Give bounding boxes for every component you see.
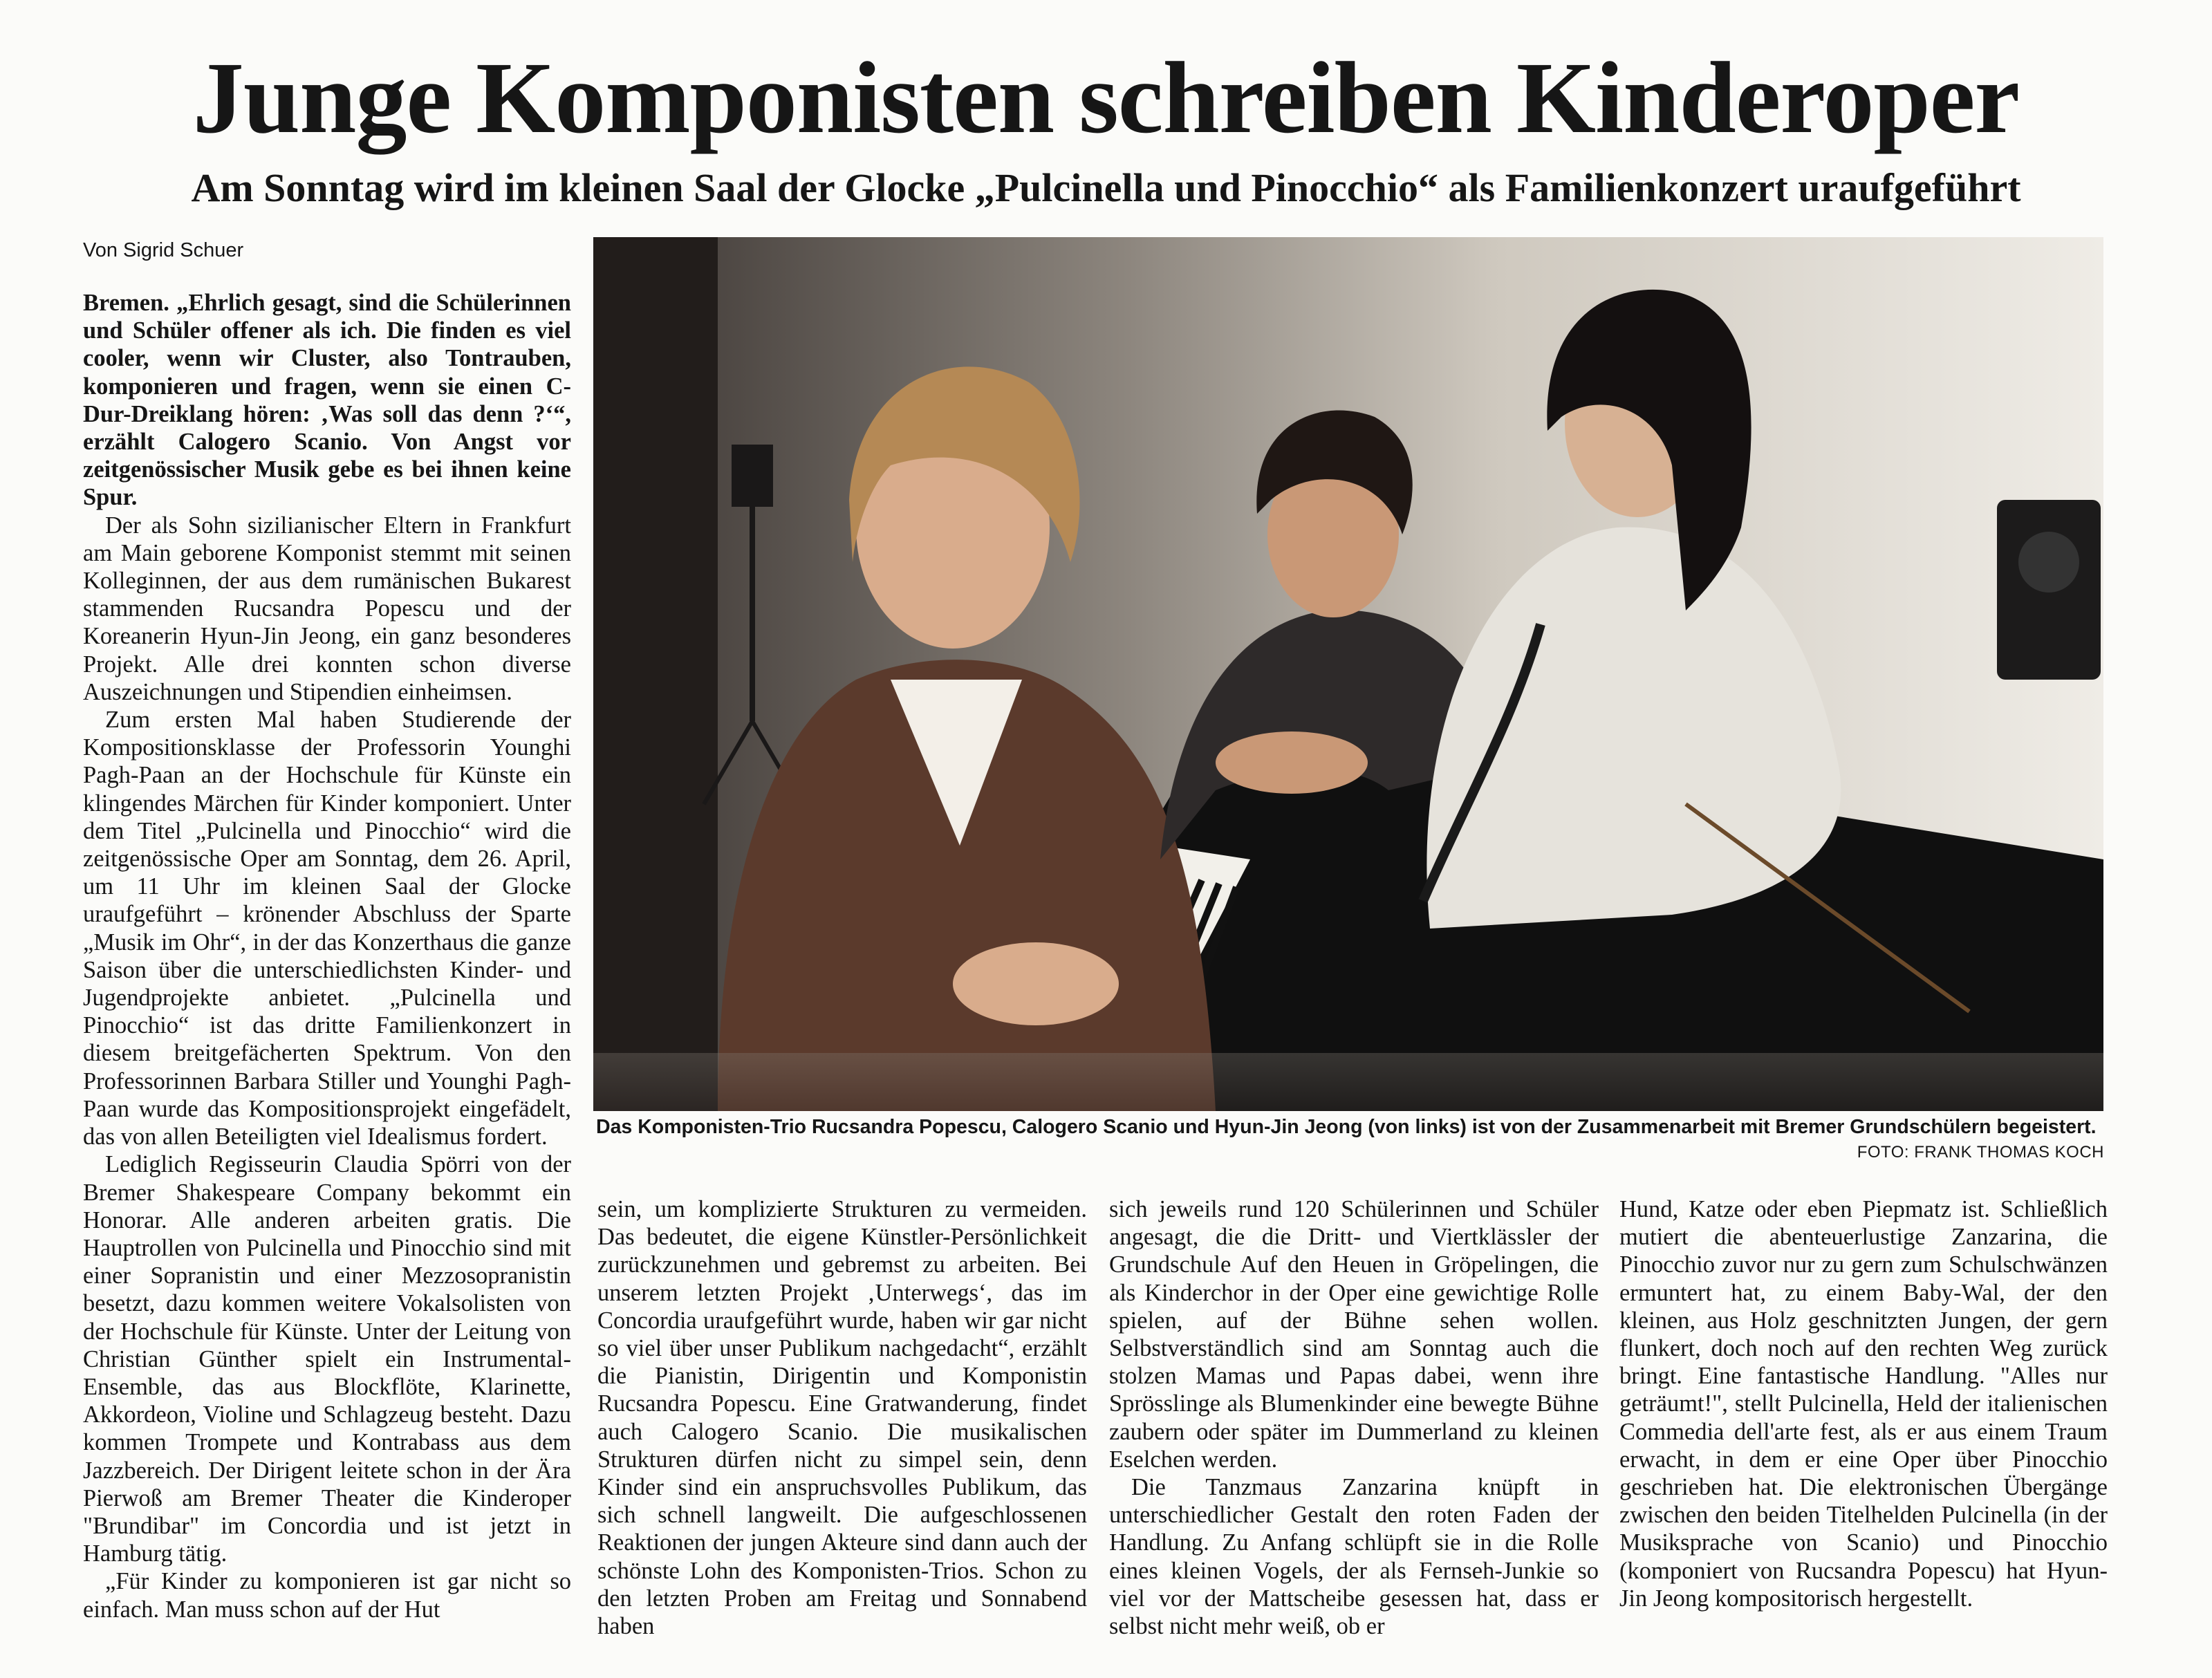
byline: Von Sigrid Schuer	[83, 239, 244, 261]
paragraph: Hund, Katze oder eben Piepmatz ist. Schließlich mutiert die abenteuerlustige Zanzarina, die Pinocchio zuvor nur zu gern zum Schulschwänzen ermuntert hat, zu einem Baby-Wal, der den kleinen, aus Holz geschnitzten Jungen, der gern flunkert, doch noch auf den rechten Weg zurück bringt. Eine fantastische Handlung. "Alles nur geträumt!", stellt Pulcinella, Held der italienischen Commedia dell'arte fest, als er aus einem Traum erwacht, in dem er eine Oper über Pinocchio geschrieben hat. Die elektronischen Übergänge zwischen den beiden Titelhelden Pulcinella (in der Musiksprache von Scanio) und Pinocchio (komponiert von Rucsandra Popescu) hat Hyun-Jin Jeong kompositorisch hergestellt.	[1619, 1196, 2108, 1612]
paragraph: Zum ersten Mal haben Studierende der Kompositionsklasse der Professorin Younghi Pagh-Paan an der Hochschule für Künste ein klingendes Märchen für Kinder komponiert. Unter dem Titel „Pulcinella und Pinocchio“ wird die zeitgenössische Oper am Sonntag, dem 26. April, um 11 Uhr im kleinen Saal der Glocke uraufgeführt – krönender Abschluss der Sparte „Musik im Ohr“, in der das Konzerthaus die ganze Saison über die unterschiedlichsten Kinder- und Jugendprojekte anbietet. „Pulcinella und Pinocchio“ ist das dritte Familienkonzert in diesem breitgefächerten Spektrum. Von den Professorinnen Barbara Stiller und Younghi Pagh-Paan wurde das Kompositionsprojekt eingefädelt, das von allen Beteiligten viel Idealismus fordert.	[83, 707, 571, 1150]
photo-credit: FOTO: FRANK THOMAS KOCH	[1857, 1143, 2104, 1162]
subheadline: Am Sonntag wird im kleinen Saal der Glocke „Pulcinella und Pinocchio“ als Familienkonzert uraufgeführt	[191, 165, 2021, 210]
paragraph: „Für Kinder zu komponieren ist gar nicht so einfach. Man muss schon auf der Hut	[83, 1568, 571, 1623]
composer-trio-photo	[593, 237, 2103, 1111]
paragraph: sein, um komplizierte Strukturen zu vermeiden. Das bedeutet, die eigene Künstler-Persönlichkeit zurückzunehmen und gebremst zu arbeiten. Bei unserem letzten Projekt ‚Unterwegs‘, das im Concordia uraufgeführt wurde, haben wir gar nicht so viel über unser Publikum nachgedacht“, erzählt die Pianistin, Dirigentin und Komponistin Rucsandra Popescu. Eine Gratwanderung, findet auch Calogero Scanio. Die musikalischen Strukturen dürfen nicht zu simpel sein, denn Kinder sind ein anspruchsvolles Publikum, das sich schnell langweilt. Die aufgeschlossenen Reaktionen der jungen Akteure sind dann auch der schönste Lohn des Komponisten-Trios. Schon zu den letzten Proben am Freitag und Sonnabend haben	[597, 1196, 1087, 1640]
article-column-2	[597, 1195, 1087, 1640]
photo-caption: Das Komponisten-Trio Rucsandra Popescu, Calogero Scanio und Hyun-Jin Jeong (von links) ist von der Zusammenarbeit mit Bremer Grundschülern begeistert.	[596, 1116, 2097, 1138]
lead-paragraph: Bremen. „Ehrlich gesagt, sind die Schülerinnen und Schüler offener als ich. Die finden es viel cooler, wenn wir Cluster, also Tontrauben, komponieren und fragen, wenn sie einen C-Dur-Dreiklang hören: ‚Was soll das denn ?‘“, erzählt Calogero Scanio. Von Angst vor zeitgenössischer Musik gebe es bei ihnen keine Spur.	[83, 290, 571, 511]
headline: Junge Komponisten schreiben Kinderoper	[192, 41, 2020, 155]
curtain	[593, 237, 718, 1111]
speaker-cone-icon	[2018, 532, 2079, 593]
paragraph: Der als Sohn sizilianischer Eltern in Frankfurt am Main geborene Komponist stemmt mit seinen Kolleginnen, der aus dem rumänischen Bukarest stammenden Rucsandra Popescu und der Koreanerin Hyun-Jin Jeong, ein ganz besonderes Projekt. Alle drei konnten schon diverse Auszeichnungen und Stipendien einheimsen.	[83, 512, 571, 705]
paragraph: Lediglich Regisseurin Claudia Spörri von der Bremer Shakespeare Company bekommt ein Honorar. Alle anderen arbeiten gratis. Die Hauptrollen von Pulcinella und Pinocchio sind mit einer Sopranistin und einer Mezzosopranistin besetzt, dazu kommen weitere Vokalsolisten von der Hochschule für Künste. Unter der Leitung von Christian Günther spielt ein Instrumental-Ensemble, das aus Blockflöte, Klarinette, Akkordeon, Violine und Schlagzeug besteht. Dazu kommen Trompete und Kontrabass aus dem Jazzbereich. Der Dirigent leitete schon in der Ära Pierwoß am Bremer Theater die Kinderoper "Brundibar" im Concordia und ist jetzt in Hamburg tätig.	[83, 1151, 571, 1567]
floor-shadow	[593, 1053, 2103, 1111]
article-column-1	[83, 289, 571, 1623]
article-column-4	[1619, 1195, 2108, 1612]
article-column-3	[1109, 1195, 1599, 1640]
paragraph: Die Tanzmaus Zanzarina knüpft in unterschiedlicher Gestalt den roten Faden der Handlung. Zu Anfang schlüpft sie in die Rolle eines kleinen Vogels, der als Fernseh-Junkie so viel vor der Mattscheibe gesessen hat, dass er selbst nicht mehr weiß, ob er	[1109, 1474, 1599, 1640]
photo-illustration	[593, 237, 2103, 1111]
paragraph: sich jeweils rund 120 Schülerinnen und Schüler angesagt, die die Dritt- und Viertklässler der Grundschule Auf den Heuen in Gröpelingen, die als Kinderchor in der Oper eine gewichtige Rolle spielen, auf der Bühne sehen wollen. Selbstverständlich sind am Sonntag auch die stolzen Mamas und Papas dabei, wenn ihre Sprösslinge als Blumenkinder eine bewegte Bühne zaubern oder später im Dummerland zu kleinen Eselchen werden.	[1109, 1196, 1599, 1473]
